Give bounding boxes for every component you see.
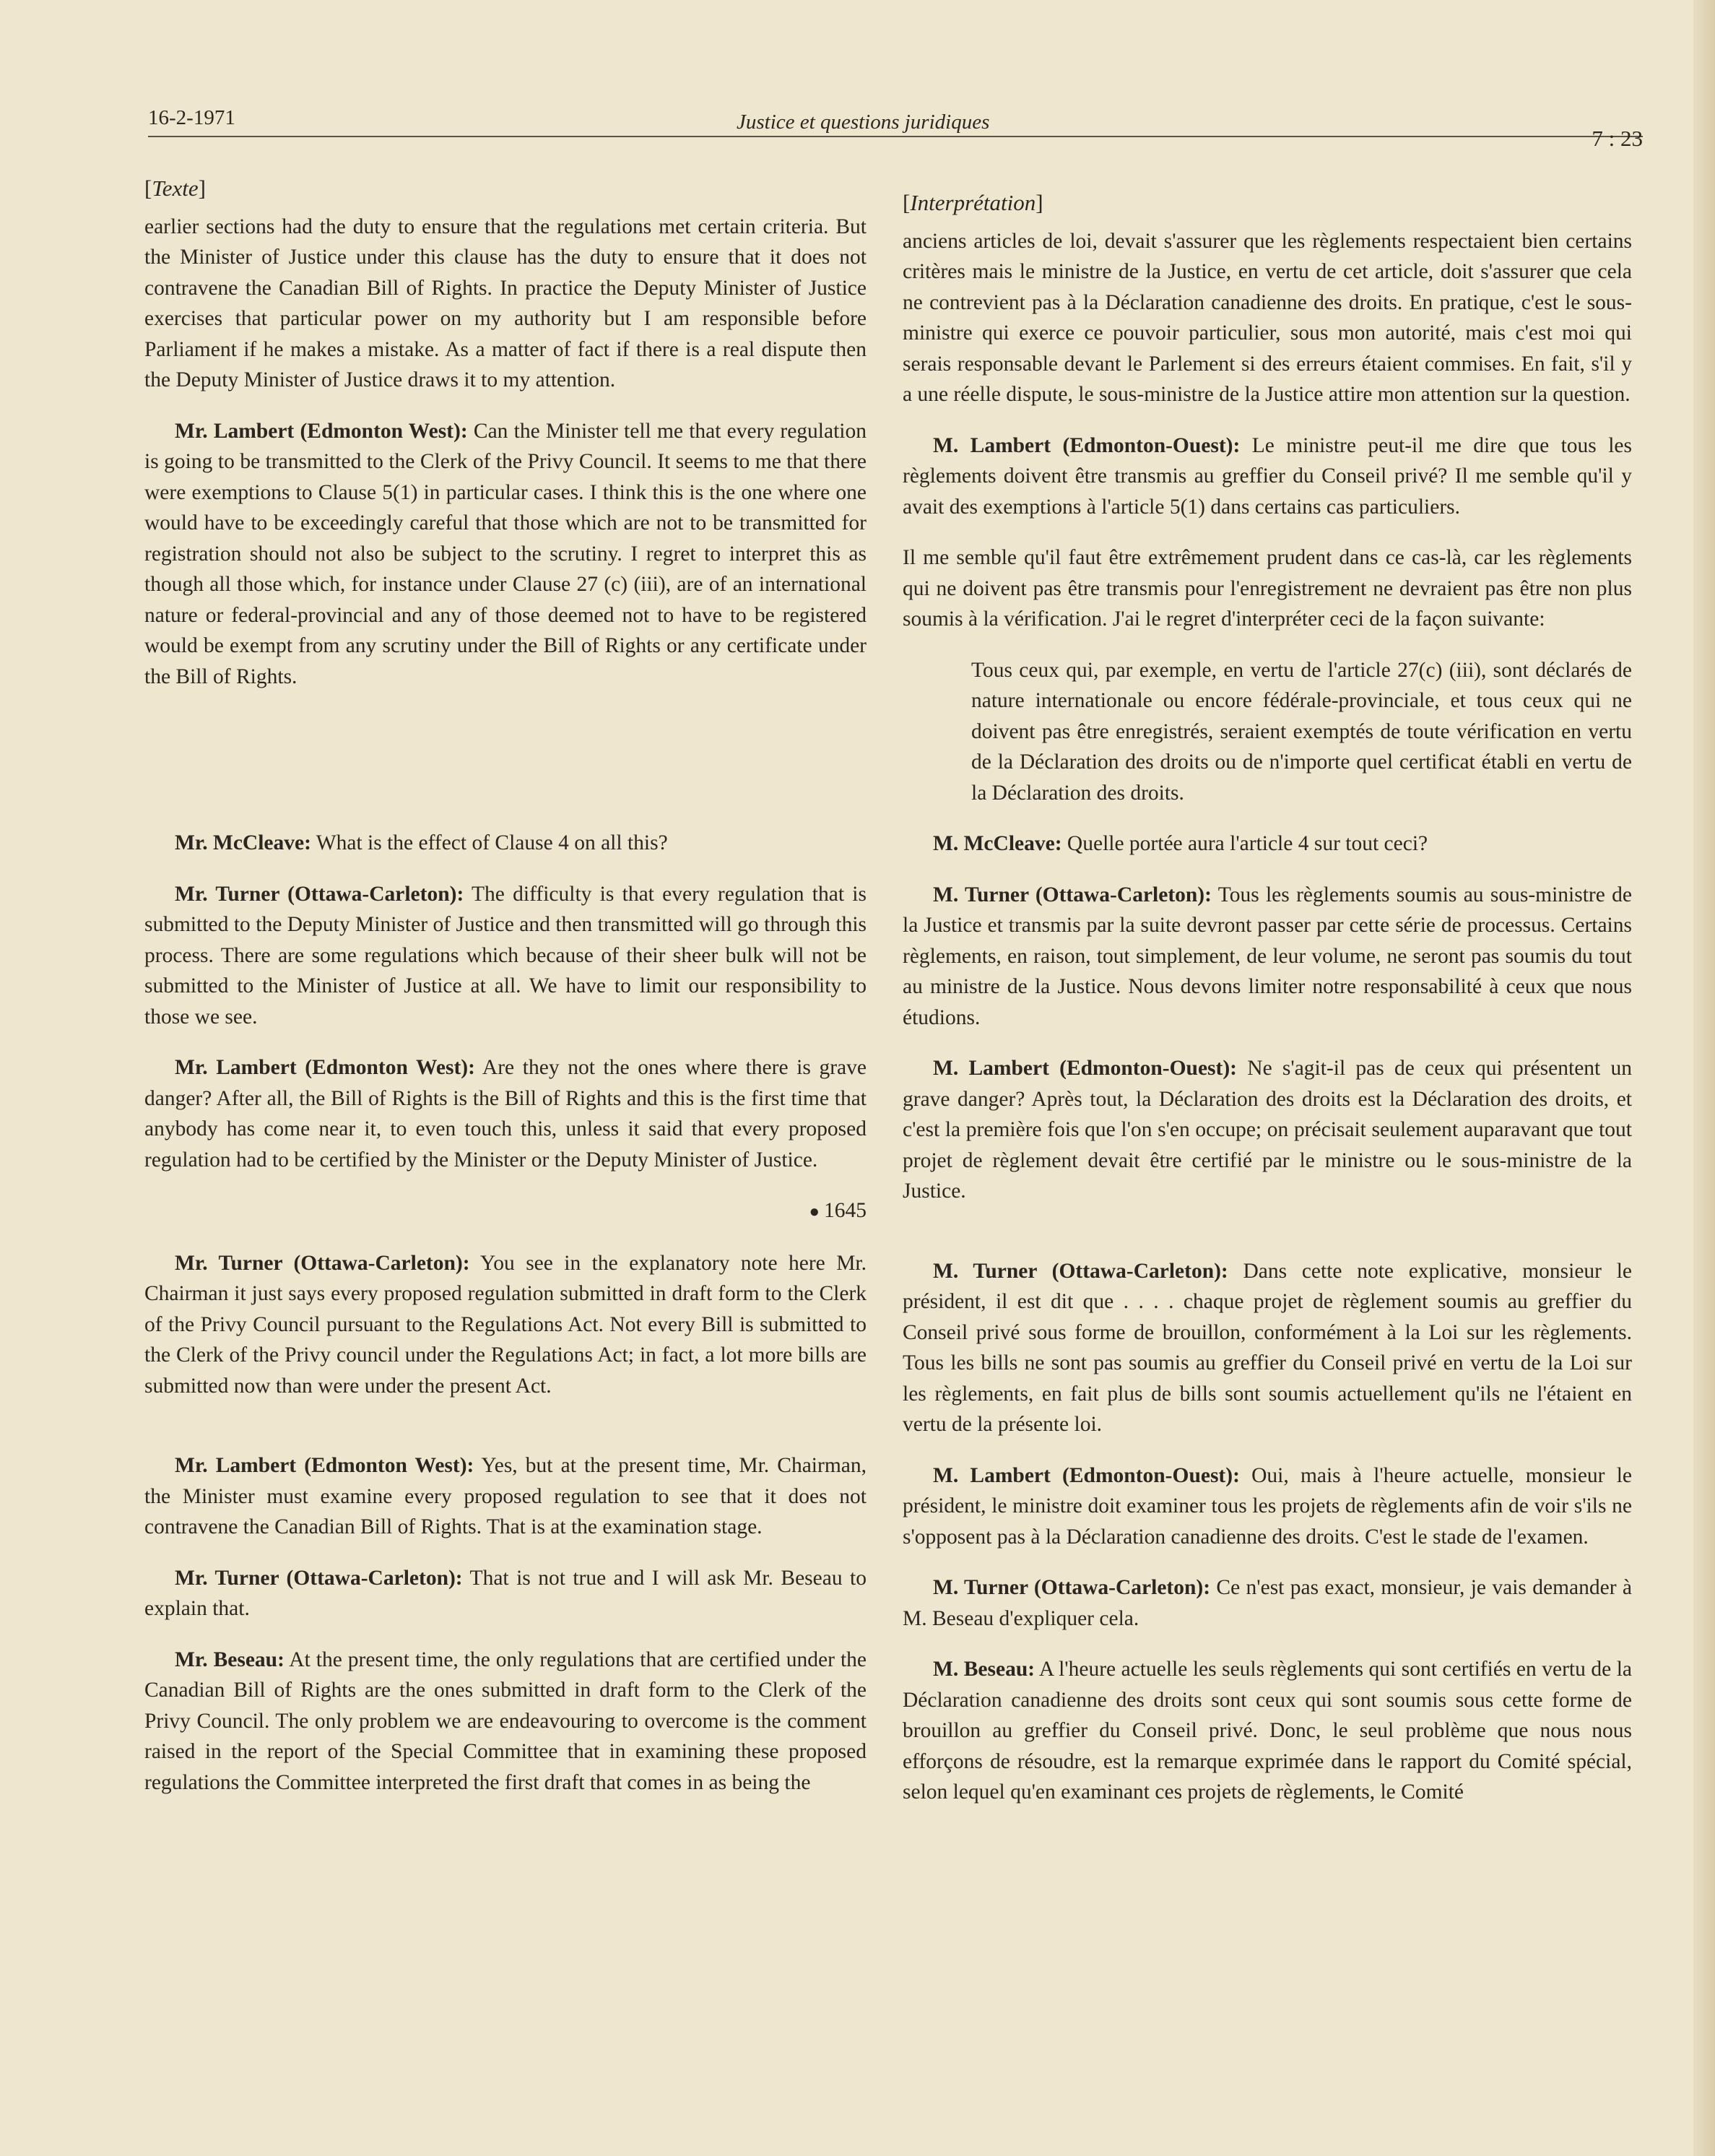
spacer xyxy=(144,712,867,828)
header-page-number: 7 : 23 xyxy=(1592,126,1643,151)
speaker-name: M. Lambert (Edmonton-Ouest): xyxy=(933,1463,1240,1487)
paragraph: Mr. McCleave: What is the effect of Clause 4 on all this? xyxy=(175,831,668,854)
speaker-name: M. Turner (Ottawa-Carleton): xyxy=(933,883,1212,906)
paragraph: Mr. Lambert (Edmonton West): Can the Minister tell me that every regulation is going to be transmitted to the Clerk of the Privy Council. It seems to me that there were exemptions to Clause 5(1) in particular cases. I think this is the one where one would have to be exceedingly careful that those which are not to be transmitted for registration should not also be subject to the scrutiny. I regret to interpret this as though all those which, for instance under Clause 27 (c) (iii), are of an international nature or federal-provincial and any of those deemed not to have to be registered would be exempt from any scrutiny under the Bill of Rights or any certificate under the Bill of Rights. xyxy=(144,419,867,688)
speaker-name: Mr. McCleave: xyxy=(175,831,311,854)
paragraph: M. Lambert (Edmonton-Ouest): Oui, mais à l'heure actuelle, monsieur le président, le ministre doit examiner tous les projets de règlements afin de voir s'ils ne s'opposent pas à la Déclaration canadienne des droits. C'est le stade de l'examen. xyxy=(903,1463,1632,1549)
speaker-name: M. Turner (Ottawa-Carleton): xyxy=(933,1576,1211,1599)
paragraph: Mr. Turner (Ottawa-Carleton): That is not true and I will ask Mr. Beseau to explain that. xyxy=(144,1566,867,1620)
speaker-name: M. Lambert (Edmonton-Ouest): xyxy=(933,1057,1237,1080)
speaker-name: Mr. Beseau: xyxy=(175,1648,285,1671)
time-marker: ● 1645 xyxy=(809,1199,867,1222)
right-column xyxy=(903,188,1632,1828)
left-column xyxy=(144,173,867,1818)
section-label-texte: [Texte] xyxy=(144,176,206,201)
page-edge xyxy=(1693,0,1715,2156)
speaker-name: Mr. Turner (Ottawa-Carleton): xyxy=(175,1566,463,1590)
paragraph: M. Turner (Ottawa-Carleton): Ce n'est pas exact, monsieur, je vais demander à M. Beseau d'expliquer cela. xyxy=(903,1576,1632,1630)
paragraph: M. Lambert (Edmonton-Ouest): Le ministre peut-il me dire que tous les règlements doivent être transmis au greffier du Conseil privé? Il me semble qu'il y avait des exemptions à l'article 5(1) dans certains cas particuliers. xyxy=(903,433,1632,519)
speaker-name: Mr. Lambert (Edmonton West): xyxy=(175,419,468,443)
speaker-name: M. Turner (Ottawa-Carleton): xyxy=(933,1259,1228,1283)
paragraph: Mr. Lambert (Edmonton West): Are they not the ones where there is grave danger? After all, the Bill of Rights is the Bill of Rights and this is the first time that anybody has come near it, to even touch this, unless it said that every proposed regulation had to be certified by the Minister or the Deputy Minister of Justice. xyxy=(144,1056,867,1172)
speaker-name: Mr. Turner (Ottawa-Carleton): xyxy=(175,882,464,906)
paragraph: Mr. Beseau: At the present time, the only regulations that are certified under the Canadian Bill of Rights are the ones submitted in draft form to the Clerk of the Privy Council. The only problem we are endeavouring to overcome is the comment raised in the report of the Special Committee that in examining these proposed regulations the Committee interpreted the first draft that comes in as being the xyxy=(144,1648,867,1794)
paragraph: Mr. Turner (Ottawa-Carleton): The difficulty is that every regulation that is submitted to the Deputy Minister of Justice and then transmitted will go through this process. There are some regulations which because of their sheer bulk will not be submitted to the Minister of Justice at all. We have to limit our responsibility to those we see. xyxy=(144,882,867,1029)
speaker-name: Mr. Lambert (Edmonton West): xyxy=(175,1056,475,1079)
header-title: Justice et questions juridiques xyxy=(737,111,990,134)
bullet-icon: ● xyxy=(809,1203,820,1221)
paragraph: M. Beseau: A l'heure actuelle les seuls règlements qui sont certifiés en vertu de la Déclaration canadienne des droits sont ceux qui sont soumis sous cette forme de brouillon au greffier du Conseil privé. Donc, le seul problème que nous nous efforçons de résoudre, est la remarque exprimée dans le rapport du Comité spécial, selon lequel qu'en examinant ces projets de règlements, le Comité xyxy=(903,1658,1632,1804)
paragraph: M. Turner (Ottawa-Carleton): Tous les règlements soumis au sous-ministre de la Justice et transmis par la suite devront passer par cette série de processus. Certains règlements, en raison, tout simplement, de leur volume, ne seront pas soumis du tout au ministre de la Justice. Nous devons limiter notre responsabilité à ceux que nous étudions. xyxy=(903,883,1632,1029)
speaker-name: Mr. Lambert (Edmonton West): xyxy=(175,1454,474,1477)
speaker-name: M. McCleave: xyxy=(933,832,1062,855)
running-header xyxy=(148,92,1643,151)
speaker-name: M. Lambert (Edmonton-Ouest): xyxy=(933,433,1241,457)
paragraph: M. Turner (Ottawa-Carleton): Dans cette note explicative, monsieur le président, il est dit que . . . . chaque projet de règlement soumis au greffier du Conseil privé sous forme de brouillon, conformément à la Loi sur les règlements. Tous les bills ne sont pas soumis au greffier du Conseil privé en vertu de la Loi sur les règlements, en fait plus de bills sont soumis actuellement qu'ils ne l'étaient en vertu de la présente loi. xyxy=(903,1259,1633,1436)
paragraph: Mr. Turner (Ottawa-Carleton): You see in the explanatory note here Mr. Chairman it just says every proposed regulation submitted in draft form to the Clerk of the Privy Council pursuant to the Regulations Act. Not every Bill is submitted to the Clerk of the Privy council under the Regulations Act; in fact, a lot more bills are submitted now than were under the present Act. xyxy=(144,1251,867,1398)
block-quote: Tous ceux qui, par exemple, en vertu de l'article 27(c) (iii), sont déclarés de nature internationale ou encore fédérale-provinciale, et tous ceux qui ne doivent pas être enregistrés, seraient exemptés de toute vérification en vertu de la Déclaration des droits ou de n'importe quel certificat établi en vertu de la Déclaration des droits. xyxy=(971,658,1632,805)
paragraph: M. McCleave: Quelle portée aura l'article 4 sur tout ceci? xyxy=(933,832,1428,855)
speaker-name: M. Beseau: xyxy=(933,1658,1035,1681)
paragraph: anciens articles de loi, devait s'assurer que les règlements respectaient bien certains critères mais le ministre de la Justice, en vertu de cet article, doit s'assurer que cela ne contrevient pas à la Déclaration canadienne des droits. En pratique, c'est le sous-ministre qui exerce ce pouvoir particulier, sous mon autorité, mais c'est moi qui serais responsable devant le Parlement si des erreurs étaient commises. En fait, s'il y a une réelle dispute, le sous-ministre de la Justice attire mon attention sur la question. xyxy=(903,229,1632,406)
paragraph: Il me semble qu'il faut être extrêmement prudent dans ce cas-là, car les règlements qui ne doivent pas être transmis pour l'enregistrement ne devraient pas être non plus soumis à la vérification. J'ai le regret d'interpréter ceci de la façon suivante: xyxy=(903,546,1632,631)
section-label-interpretation: [Interprétation] xyxy=(903,190,1043,215)
paragraph: Mr. Lambert (Edmonton West): Yes, but at the present time, Mr. Chairman, the Minister must examine every proposed regulation to see that it does not contravene the Canadian Bill of Rights. That is at the examination stage. xyxy=(144,1454,867,1538)
paragraph: earlier sections had the duty to ensure that the regulations met certain criteria. But the Minister of Justice under this clause has the duty to ensure that it does not contravene the Canadian Bill of Rights. In practice the Deputy Minister of Justice exercises that particular power on my authority but I am responsible before Parliament if he makes a mistake. As a matter of fact if there is a real dispute then the Deputy Minister of Justice draws it to my attention. xyxy=(144,215,867,391)
header-date: 16-2-1971 xyxy=(148,106,235,129)
paragraph: M. Lambert (Edmonton-Ouest): Ne s'agit-il pas de ceux qui présentent un grave danger? Après tout, la Déclaration des droits est la Déclaration des droits, et c'est la première fois que l'on s'en occupe; on précisait seulement auparavant que tout projet de règlement devait être certifié par le ministre ou le sous-ministre de la Justice. xyxy=(903,1057,1632,1203)
spacer xyxy=(903,1227,1632,1256)
speaker-name: Mr. Turner (Ottawa-Carleton): xyxy=(175,1251,470,1275)
spacer xyxy=(144,1421,867,1450)
